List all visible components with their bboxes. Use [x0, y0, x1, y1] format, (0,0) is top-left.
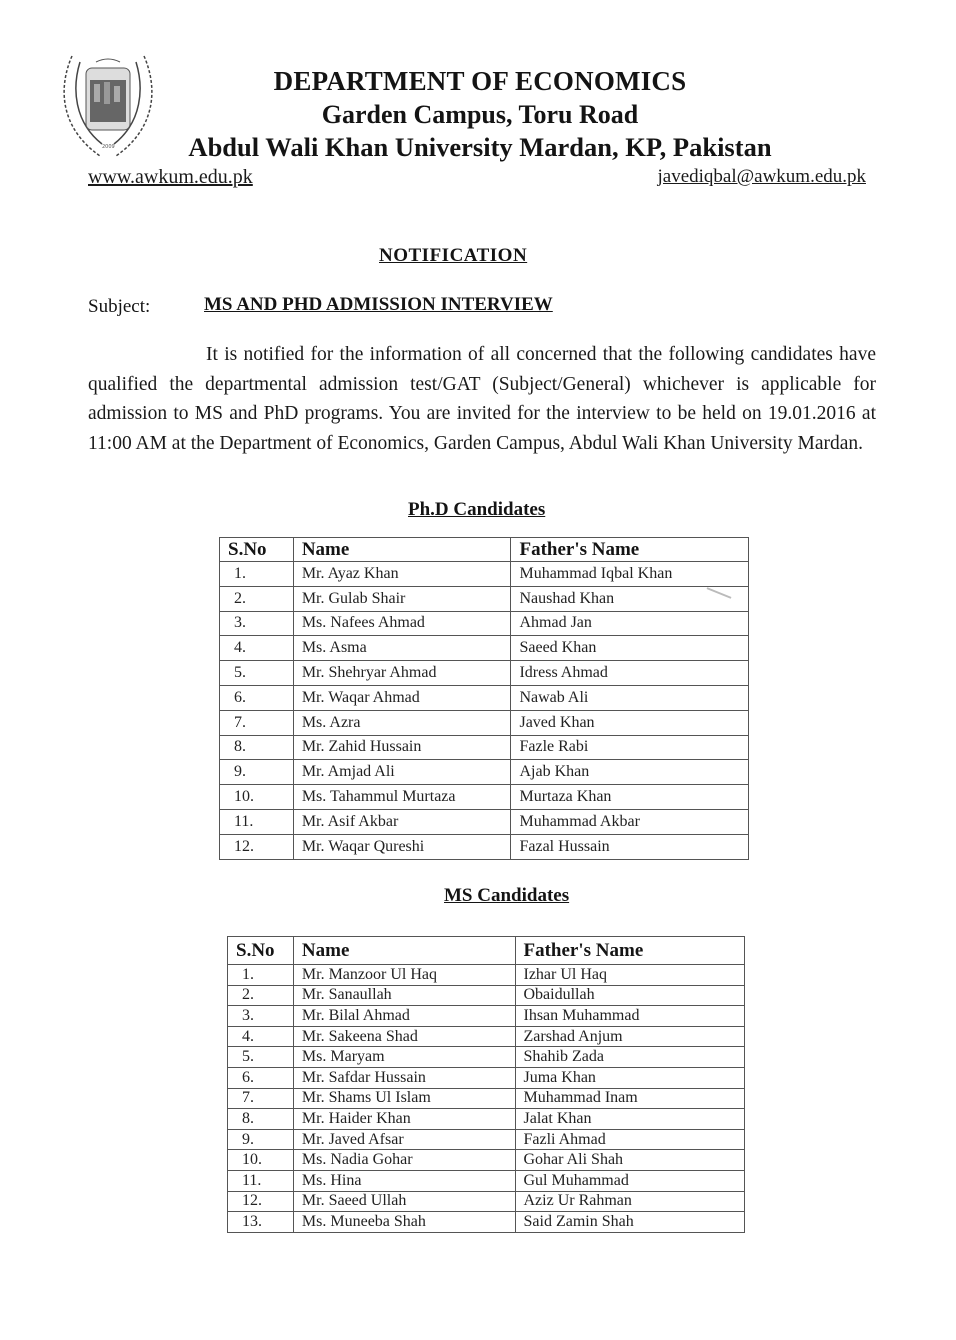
table-row [220, 685, 749, 710]
table-row [220, 661, 749, 686]
cell-father-name: Ahmad Jan [511, 611, 749, 636]
university-crest-icon [50, 48, 166, 166]
table-row [228, 1170, 745, 1191]
cell-father-name: Ihsan Muhammad [515, 1006, 745, 1027]
cell-name: Mr. Manzoor Ul Haq [293, 965, 515, 986]
phd-section-title: Ph.D Candidates [408, 499, 546, 520]
cell-father-name: Murtaza Khan [511, 785, 749, 810]
table-header-row [220, 538, 749, 562]
column-header-name: Name [293, 538, 511, 562]
cell-father-name: Shahib Zada [515, 1047, 745, 1068]
cell-father-name: Gohar Ali Shah [515, 1150, 745, 1171]
cell-name: Mr. Zahid Hussain [293, 735, 511, 760]
cell-sno: 7. [220, 710, 294, 735]
cell-name: Ms. Maryam [293, 1047, 515, 1068]
cell-father-name: Muhammad Akbar [511, 809, 749, 834]
table-row [220, 834, 749, 859]
cell-name: Mr. Bilal Ahmad [293, 1006, 515, 1027]
cell-father-name: Naushad Khan [511, 586, 749, 611]
cell-father-name: Obaidullah [515, 985, 745, 1006]
cell-sno: 8. [220, 735, 294, 760]
cell-name: Ms. Nadia Gohar [293, 1150, 515, 1171]
table-row [228, 1212, 745, 1233]
table-row [220, 611, 749, 636]
notice-body: It is notified for the information of all concerned that the following candidates have qualified the departmental admission test/GAT (Subject/General) whichever is applicable for admission to MS and PhD programs. You are invited for the interview to be held on 19.01.2016 at 11:00 AM at the Department of Economics, Garden Campus, Abdul Wali Khan University Mardan. [88, 344, 876, 454]
table-row [228, 1088, 745, 1109]
cell-father-name: Javed Khan [511, 710, 749, 735]
cell-name: Ms. Nafees Ahmad [293, 611, 511, 636]
table-row [228, 1150, 745, 1171]
cell-name: Ms. Hina [293, 1170, 515, 1191]
cell-father-name: Jalat Khan [515, 1109, 745, 1130]
cell-sno: 6. [220, 685, 294, 710]
cell-father-name: Izhar Ul Haq [515, 965, 745, 986]
campus-heading: Garden Campus, Toru Road [321, 100, 639, 129]
ms-candidates-table [227, 936, 745, 1233]
cell-sno: 8. [228, 1109, 294, 1130]
subject-label: Subject: [88, 296, 151, 317]
table-row [228, 1109, 745, 1130]
cell-sno: 7. [228, 1088, 294, 1109]
cell-sno: 3. [220, 611, 294, 636]
cell-name: Mr. Shams Ul Islam [293, 1088, 515, 1109]
cell-name: Mr. Waqar Ahmad [293, 685, 511, 710]
cell-name: Mr. Safdar Hussain [293, 1067, 515, 1088]
notification-title: NOTIFICATION [379, 245, 528, 266]
website-link[interactable]: www.awkum.edu.pk [88, 166, 253, 188]
cell-name: Mr. Shehryar Ahmad [293, 661, 511, 686]
table-row [220, 735, 749, 760]
table-row [220, 809, 749, 834]
cell-name: Mr. Haider Khan [293, 1109, 515, 1130]
table-row [220, 586, 749, 611]
cell-name: Mr. Sanaullah [293, 985, 515, 1006]
phd-candidates-table [219, 537, 749, 860]
cell-sno: 9. [220, 760, 294, 785]
table-row [220, 710, 749, 735]
cell-father-name: Nawab Ali [511, 685, 749, 710]
table-row [220, 760, 749, 785]
cell-father-name: Muhammad Iqbal Khan [511, 562, 749, 587]
table-row [228, 1067, 745, 1088]
cell-sno: 1. [220, 562, 294, 587]
table-header-row [228, 937, 745, 965]
university-heading: Abdul Wali Khan University Mardan, KP, Pakistan [188, 132, 772, 162]
cell-father-name: Juma Khan [515, 1067, 745, 1088]
cell-father-name: Said Zamin Shah [515, 1212, 745, 1233]
cell-sno: 3. [228, 1006, 294, 1027]
column-header-father-name: Father's Name [511, 538, 749, 562]
table-row [228, 965, 745, 986]
column-header-sno: S.No [228, 937, 294, 965]
cell-father-name: Fazle Rabi [511, 735, 749, 760]
cell-father-name: Idress Ahmad [511, 661, 749, 686]
cell-father-name: Gul Muhammad [515, 1170, 745, 1191]
cell-name: Ms. Tahammul Murtaza [293, 785, 511, 810]
cell-name: Mr. Ayaz Khan [293, 562, 511, 587]
cell-name: Mr. Javed Afsar [293, 1129, 515, 1150]
cell-name: Mr. Sakeena Shad [293, 1026, 515, 1047]
table-row [228, 1191, 745, 1212]
cell-sno: 12. [220, 834, 294, 859]
cell-sno: 5. [228, 1047, 294, 1068]
cell-sno: 4. [220, 636, 294, 661]
cell-father-name: Saeed Khan [511, 636, 749, 661]
table-row [220, 785, 749, 810]
cell-sno: 10. [220, 785, 294, 810]
column-header-sno: S.No [220, 538, 294, 562]
column-header-name: Name [293, 937, 515, 965]
cell-sno: 12. [228, 1191, 294, 1212]
cell-name: Mr. Amjad Ali [293, 760, 511, 785]
cell-sno: 11. [228, 1170, 294, 1191]
table-row [228, 1129, 745, 1150]
cell-name: Ms. Asma [293, 636, 511, 661]
cell-sno: 5. [220, 661, 294, 686]
cell-father-name: Fazli Ahmad [515, 1129, 745, 1150]
table-row [228, 985, 745, 1006]
svg-text:2009: 2009 [102, 144, 115, 150]
cell-name: Mr. Waqar Qureshi [293, 834, 511, 859]
cell-sno: 9. [228, 1129, 294, 1150]
table-row [228, 1026, 745, 1047]
cell-name: Ms. Azra [293, 710, 511, 735]
cell-sno: 1. [228, 965, 294, 986]
cell-father-name: Fazal Hussain [511, 834, 749, 859]
cell-name: Mr. Saeed Ullah [293, 1191, 515, 1212]
subject-text: MS AND PHD ADMISSION INTERVIEW [204, 294, 553, 315]
cell-sno: 11. [220, 809, 294, 834]
cell-sno: 2. [220, 586, 294, 611]
table-row [220, 636, 749, 661]
cell-sno: 10. [228, 1150, 294, 1171]
cell-father-name: Aziz Ur Rahman [515, 1191, 745, 1212]
cell-father-name: Ajab Khan [511, 760, 749, 785]
cell-sno: 13. [228, 1212, 294, 1233]
cell-father-name: Muhammad Inam [515, 1088, 745, 1109]
cell-name: Mr. Asif Akbar [293, 809, 511, 834]
cell-sno: 6. [228, 1067, 294, 1088]
ms-section-title: MS Candidates [444, 885, 570, 906]
cell-name: Mr. Gulab Shair [293, 586, 511, 611]
cell-name: Ms. Muneeba Shah [293, 1212, 515, 1233]
email-link[interactable]: javediqbal@awkum.edu.pk [657, 166, 866, 187]
department-heading: DEPARTMENT OF ECONOMICS [273, 66, 687, 96]
table-row [228, 1047, 745, 1068]
cell-father-name: Zarshad Anjum [515, 1026, 745, 1047]
cell-sno: 2. [228, 985, 294, 1006]
table-row [228, 1006, 745, 1027]
table-row [220, 562, 749, 587]
cell-sno: 4. [228, 1026, 294, 1047]
column-header-father-name: Father's Name [515, 937, 745, 965]
